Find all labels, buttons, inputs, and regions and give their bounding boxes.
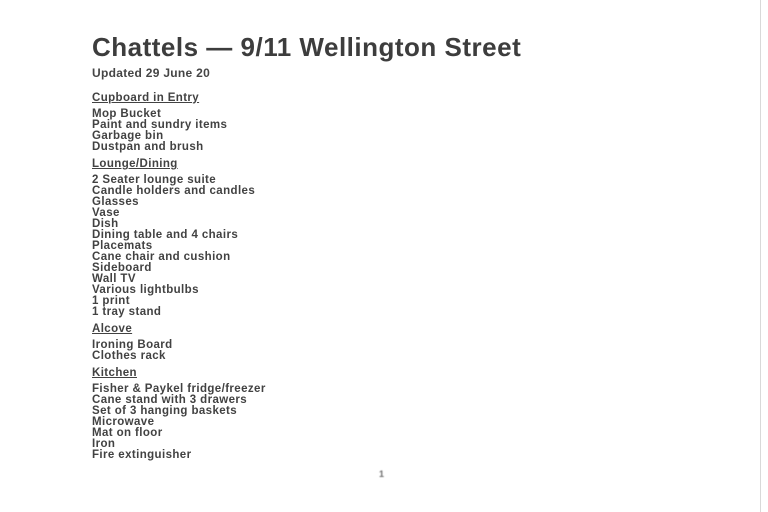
- list-item: Fire extinguisher: [92, 449, 192, 461]
- list-item: Clothes rack: [92, 350, 166, 362]
- list-item: Dustpan and brush: [92, 141, 204, 153]
- section-item-list: [92, 384, 652, 461]
- list-item: Cane stand with 3 drawers: [92, 394, 248, 406]
- section-item-list: [92, 175, 652, 318]
- inventory-section: [92, 158, 652, 318]
- section-heading: Alcove: [92, 323, 133, 335]
- list-item: Set of 3 hanging baskets: [92, 405, 238, 417]
- document-content: [92, 33, 652, 461]
- section-heading: Kitchen: [92, 367, 137, 379]
- list-item: Placemats: [92, 240, 153, 252]
- inventory-section: [92, 367, 652, 461]
- list-item: Dining table and 4 chairs: [92, 229, 239, 241]
- list-item: Wall TV: [92, 273, 136, 285]
- document-title: Chattels — 9/11 Wellington Street: [92, 32, 522, 62]
- list-item: Candle holders and candles: [92, 185, 256, 197]
- list-item: 1 print: [92, 295, 130, 307]
- sections-container: [92, 92, 652, 461]
- list-item: Mat on floor: [92, 427, 163, 439]
- section-item-list: [92, 340, 652, 362]
- updated-date-line: Updated 29 June 20: [92, 66, 211, 80]
- list-item: Sideboard: [92, 262, 152, 274]
- list-item: Fisher & Paykel fridge/freezer: [92, 383, 266, 395]
- list-item: Dish: [92, 218, 119, 230]
- list-item: 2 Seater lounge suite: [92, 174, 217, 186]
- list-item: Microwave: [92, 416, 155, 428]
- list-item: Garbage bin: [92, 130, 164, 142]
- section-item-list: [92, 109, 652, 153]
- section-heading: Lounge/Dining: [92, 158, 178, 170]
- page-edge-line: [760, 0, 761, 512]
- list-item: Paint and sundry items: [92, 119, 228, 131]
- list-item: Iron: [92, 438, 116, 450]
- list-item: Cane chair and cushion: [92, 251, 231, 263]
- list-item: Mop Bucket: [92, 108, 162, 120]
- page-number: 1: [379, 469, 385, 479]
- section-heading: Cupboard in Entry: [92, 92, 200, 104]
- list-item: Glasses: [92, 196, 139, 208]
- list-item: Ironing Board: [92, 339, 173, 351]
- list-item: Various lightbulbs: [92, 284, 199, 296]
- inventory-section: [92, 92, 652, 153]
- list-item: Vase: [92, 207, 120, 219]
- inventory-section: [92, 323, 652, 362]
- list-item: 1 tray stand: [92, 306, 162, 318]
